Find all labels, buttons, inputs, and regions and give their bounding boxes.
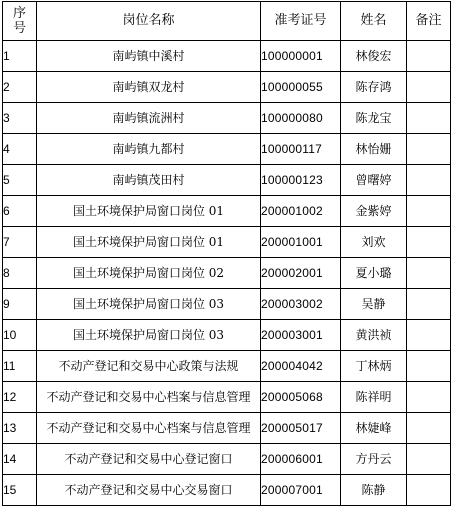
exam-number-cell: 200006001 xyxy=(261,444,341,475)
table-row xyxy=(3,196,451,227)
exam-number-cell: 200003001 xyxy=(261,320,341,351)
remarks-cell xyxy=(407,227,451,258)
candidate-name-cell: 刘欢 xyxy=(341,227,407,258)
candidate-table xyxy=(2,1,451,506)
table-row xyxy=(3,103,451,134)
serial-number-cell: 6 xyxy=(3,196,37,227)
post-name-cell: 国土环境保护局窗口岗位 01 xyxy=(37,196,261,227)
candidate-name-cell: 吴静 xyxy=(341,289,407,320)
remarks-cell xyxy=(407,72,451,103)
header-serial-number-line1: 序 xyxy=(12,6,26,21)
table-row xyxy=(3,351,451,382)
remarks-cell xyxy=(407,382,451,413)
table-row xyxy=(3,41,451,72)
table-row xyxy=(3,258,451,289)
header-serial-number-line2: 号 xyxy=(12,21,26,36)
serial-number-cell: 2 xyxy=(3,72,37,103)
header-post-name: 岗位名称 xyxy=(37,2,261,41)
serial-number-cell: 8 xyxy=(3,258,37,289)
serial-number-cell: 10 xyxy=(3,320,37,351)
table-row xyxy=(3,320,451,351)
header-candidate-name: 姓名 xyxy=(341,2,407,41)
post-name-cell: 南屿镇茂田村 xyxy=(37,165,261,196)
post-name-cell: 国土环境保护局窗口岗位 01 xyxy=(37,227,261,258)
post-name-cell: 国土环境保护局窗口岗位 03 xyxy=(37,289,261,320)
serial-number-cell: 15 xyxy=(3,475,37,506)
exam-number-cell: 100000080 xyxy=(261,103,341,134)
serial-number-cell: 14 xyxy=(3,444,37,475)
serial-number-cell: 11 xyxy=(3,351,37,382)
candidate-name-cell: 陈存鸿 xyxy=(341,72,407,103)
exam-number-cell: 200002001 xyxy=(261,258,341,289)
candidate-name-cell: 林婕峰 xyxy=(341,413,407,444)
remarks-cell xyxy=(407,351,451,382)
remarks-cell xyxy=(407,134,451,165)
table-row xyxy=(3,444,451,475)
candidate-name-cell: 陈龙宝 xyxy=(341,103,407,134)
remarks-cell xyxy=(407,320,451,351)
candidate-name-cell: 林俊宏 xyxy=(341,41,407,72)
candidate-name-cell: 金紫婷 xyxy=(341,196,407,227)
serial-number-cell: 3 xyxy=(3,103,37,134)
remarks-cell xyxy=(407,413,451,444)
header-exam-number: 准考证号 xyxy=(261,2,341,41)
serial-number-cell: 5 xyxy=(3,165,37,196)
candidate-name-cell: 夏小璐 xyxy=(341,258,407,289)
table-header xyxy=(3,2,451,41)
table-row xyxy=(3,475,451,506)
post-name-cell: 南屿镇中溪村 xyxy=(37,41,261,72)
exam-number-cell: 200001001 xyxy=(261,227,341,258)
table-row xyxy=(3,134,451,165)
candidate-name-cell: 方丹云 xyxy=(341,444,407,475)
serial-number-cell: 9 xyxy=(3,289,37,320)
remarks-cell xyxy=(407,196,451,227)
exam-number-cell: 200003002 xyxy=(261,289,341,320)
serial-number-cell: 7 xyxy=(3,227,37,258)
candidate-name-cell: 陈祥明 xyxy=(341,382,407,413)
remarks-cell xyxy=(407,289,451,320)
remarks-cell xyxy=(407,475,451,506)
header-remarks: 备注 xyxy=(407,2,451,41)
post-name-cell: 不动产登记和交易中心档案与信息管理 xyxy=(37,413,261,444)
remarks-cell xyxy=(407,165,451,196)
exam-number-cell: 100000055 xyxy=(261,72,341,103)
remarks-cell xyxy=(407,103,451,134)
exam-number-cell: 200005068 xyxy=(261,382,341,413)
post-name-cell: 国土环境保护局窗口岗位 02 xyxy=(37,258,261,289)
exam-number-cell: 100000123 xyxy=(261,165,341,196)
table-row xyxy=(3,165,451,196)
header-serial-number xyxy=(3,2,37,41)
exam-number-cell: 100000001 xyxy=(261,41,341,72)
post-name-cell: 不动产登记和交易中心交易窗口 xyxy=(37,475,261,506)
post-name-cell: 不动产登记和交易中心档案与信息管理 xyxy=(37,382,261,413)
candidate-name-cell: 黄洪祯 xyxy=(341,320,407,351)
exam-number-cell: 200004042 xyxy=(261,351,341,382)
serial-number-cell: 4 xyxy=(3,134,37,165)
table-row xyxy=(3,382,451,413)
exam-number-cell: 200005017 xyxy=(261,413,341,444)
candidate-name-cell: 陈静 xyxy=(341,475,407,506)
remarks-cell xyxy=(407,444,451,475)
post-name-cell: 国土环境保护局窗口岗位 03 xyxy=(37,320,261,351)
post-name-cell: 南屿镇双龙村 xyxy=(37,72,261,103)
exam-number-cell: 200001002 xyxy=(261,196,341,227)
post-name-cell: 南屿镇流洲村 xyxy=(37,103,261,134)
candidate-name-cell: 林怡姗 xyxy=(341,134,407,165)
serial-number-cell: 13 xyxy=(3,413,37,444)
exam-number-cell: 200007001 xyxy=(261,475,341,506)
remarks-cell xyxy=(407,41,451,72)
table-row xyxy=(3,227,451,258)
candidate-name-cell: 丁林炳 xyxy=(341,351,407,382)
post-name-cell: 不动产登记和交易中心政策与法规 xyxy=(37,351,261,382)
post-name-cell: 不动产登记和交易中心登记窗口 xyxy=(37,444,261,475)
post-name-cell: 南屿镇九都村 xyxy=(37,134,261,165)
table-body xyxy=(3,41,451,506)
candidate-name-cell: 曾曙婷 xyxy=(341,165,407,196)
table-row xyxy=(3,413,451,444)
serial-number-cell: 12 xyxy=(3,382,37,413)
exam-number-cell: 100000117 xyxy=(261,134,341,165)
header-row xyxy=(3,2,451,41)
table-row xyxy=(3,72,451,103)
table-row xyxy=(3,289,451,320)
serial-number-cell: 1 xyxy=(3,41,37,72)
remarks-cell xyxy=(407,258,451,289)
